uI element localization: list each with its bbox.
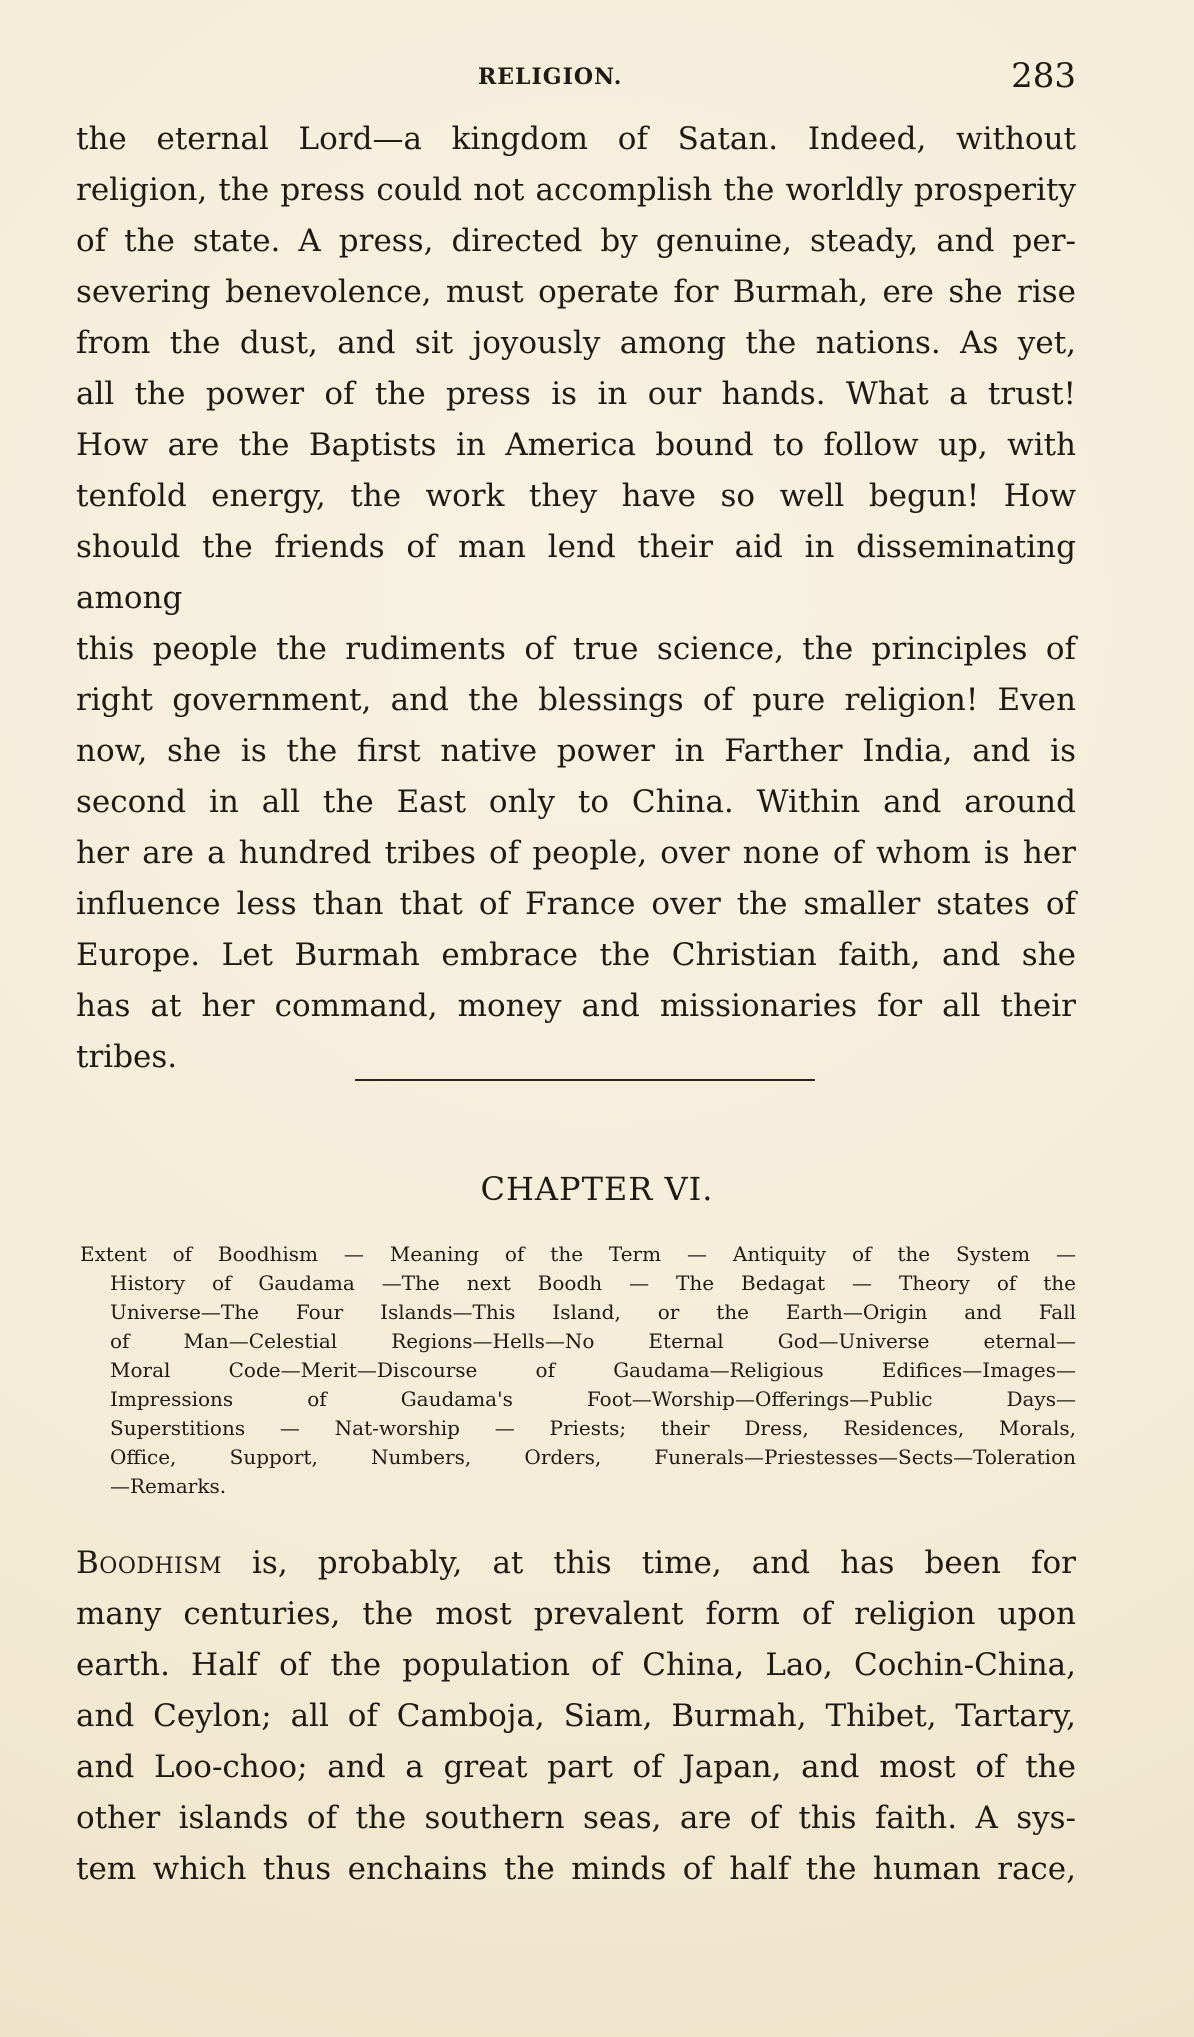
page-number: 283 [1011,56,1076,96]
summary-line: Impressions of Gaudama's Foot—Worship—Offerings—Public Days— [110,1387,1076,1411]
body-line: this people the rudiments of true science, the principles of [76,631,1076,667]
body-line: tem which thus enchains the minds of half the human race, [76,1851,1076,1887]
opening-line [76,1538,1076,1589]
body-line: tenfold energy, the work they have so well begun! How [76,478,1076,514]
summary-line: —Remarks. [110,1474,227,1498]
body-line: How are the Baptists in America bound to follow up, with [76,427,1076,463]
body-line: many centuries, the most prevalent form of religion upon [76,1596,1076,1632]
summary-line: History of Gaudama —The next Boodh — The Bedagat — Theory of the [110,1271,1076,1295]
body-line: and Loo-choo; and a great part of Japan, and most of the [76,1749,1076,1785]
body-line: should the friends of man lend their aid in disseminating among [76,529,1076,616]
opening-rest: is, probably, at this time, and has been for [221,1545,1076,1581]
body-line: right government, and the blessings of pure religion! Even [76,682,1076,718]
summary-line: Office, Support, Numbers, Orders, Funerals—Priestesses—Sects—Toleration [110,1445,1076,1469]
body-line: has at her command, money and missionaries for all their [76,988,1076,1024]
chapter-summary [80,1240,1076,1501]
body-line: severing benevolence, must operate for Burmah, ere she rise [76,274,1076,310]
running-title: RELIGION. [478,64,623,90]
summary-line: Universe—The Four Islands—This Island, or the Earth—Origin and Fall [110,1300,1076,1324]
body-line: all the power of the press is in our hands. What a trust! [76,376,1076,412]
body-line: of the state. A press, directed by genuine, steady, and per- [76,223,1076,259]
chapter-title: CHAPTER VI. [480,1170,714,1208]
body-line: her are a hundred tribes of people, over none of whom is her [76,835,1076,871]
summary-line: Moral Code—Merit—Discourse of Gaudama—Religious Edifices—Images— [110,1358,1076,1382]
summary-line: Extent of Boodhism — Meaning of the Term — Antiquity of the System — [80,1242,1076,1266]
section-divider [355,1079,815,1081]
body-line: from the dust, and sit joyously among the nations. As yet, [76,325,1076,361]
body-line: influence less than that of France over the smaller states of [76,886,1076,922]
body-line: religion, the press could not accomplish the worldly prosperity [76,172,1076,208]
continued-paragraph [76,114,1076,1083]
body-line: and Ceylon; all of Camboja, Siam, Burmah, Thibet, Tartary, [76,1698,1076,1734]
body-line: Europe. Let Burmah embrace the Christian faith, and she [76,937,1076,973]
body-line: earth. Half of the population of China, Lao, Cochin-China, [76,1647,1076,1683]
body-line: now, she is the first native power in Farther India, and is [76,733,1076,769]
body-line: the eternal Lord—a kingdom of Satan. Indeed, without [76,121,1076,157]
page-header [76,56,1076,96]
opening-word: Boodhism [76,1545,222,1581]
body-line: second in all the East only to China. Within and around [76,784,1076,820]
opening-paragraph [76,1538,1076,1895]
body-line-last: tribes. [76,1039,178,1075]
summary-line: Superstitions — Nat-worship — Priests; their Dress, Residences, Morals, [110,1416,1076,1440]
body-line: other islands of the southern seas, are of this faith. A sys- [76,1800,1076,1836]
summary-line: of Man—Celestial Regions—Hells—No Eternal God—Universe eternal— [110,1329,1076,1353]
